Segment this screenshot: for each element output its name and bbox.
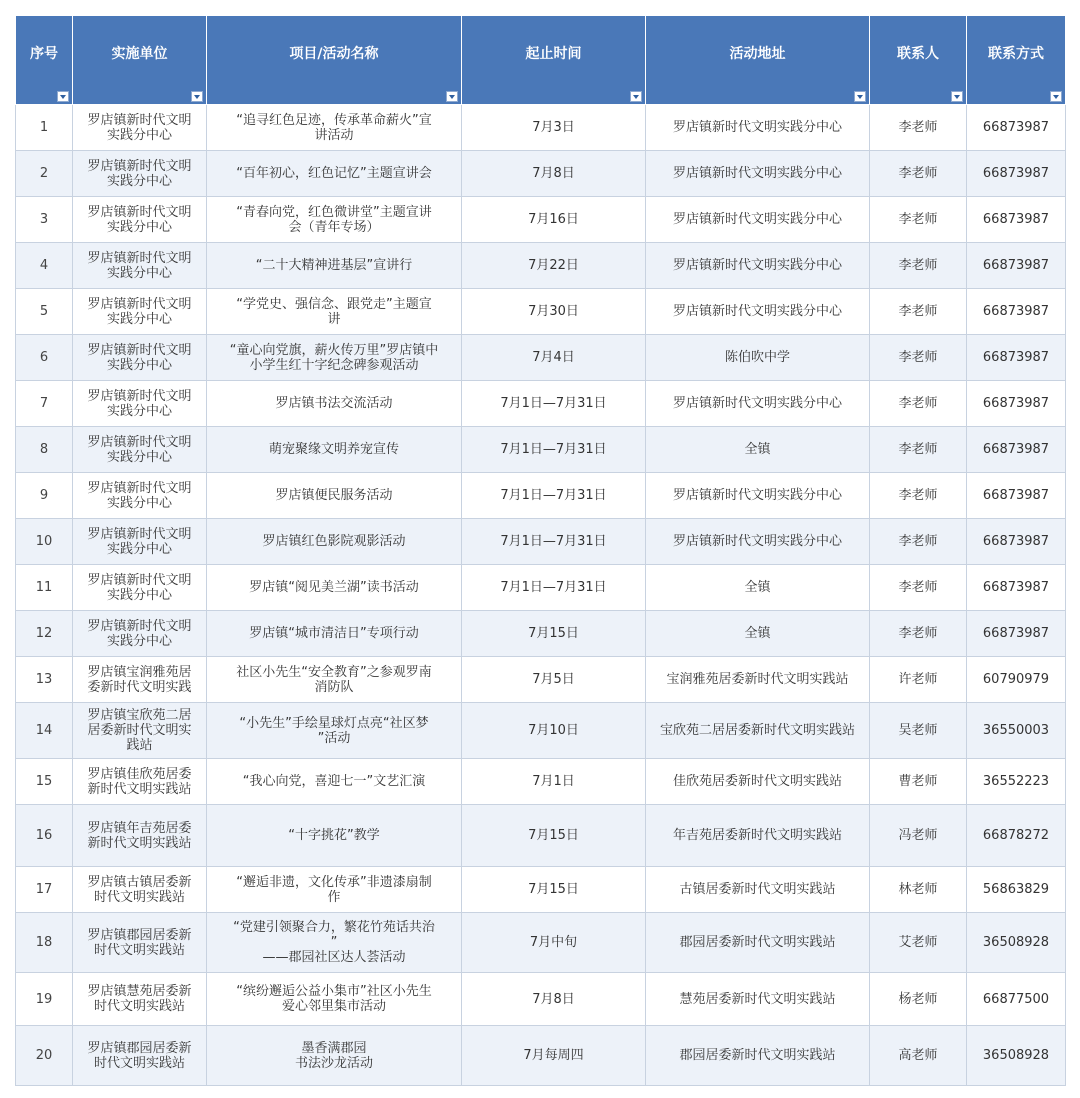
cell-phone[interactable]: 66873987 — [967, 473, 1066, 519]
cell-seq[interactable]: 18 — [16, 913, 73, 973]
cell-phone[interactable]: 36550003 — [967, 703, 1066, 759]
cell-activity-name[interactable]: “二十大精神进基层”宣讲行 — [207, 243, 462, 289]
cell-time[interactable]: 7月1日—7月31日 — [462, 381, 646, 427]
cell-time[interactable]: 7月5日 — [462, 657, 646, 703]
cell-address[interactable]: 罗店镇新时代文明实践分中心 — [646, 289, 870, 335]
cell-contact[interactable]: 李老师 — [870, 197, 967, 243]
cell-phone[interactable]: 66873987 — [967, 427, 1066, 473]
cell-time[interactable]: 7月8日 — [462, 151, 646, 197]
cell-address[interactable]: 古镇居委新时代文明实践站 — [646, 867, 870, 913]
filter-dropdown-icon[interactable] — [951, 91, 963, 102]
cell-activity-name[interactable]: 萌宠聚缘文明养宠宣传 — [207, 427, 462, 473]
cell-activity-name[interactable]: 罗店镇红色影院观影活动 — [207, 519, 462, 565]
cell-contact[interactable]: 李老师 — [870, 335, 967, 381]
cell-activity-name[interactable]: “青春向党，红色微讲堂”主题宣讲 会（青年专场） — [207, 197, 462, 243]
table-row — [16, 381, 1066, 427]
cell-phone[interactable]: 56863829 — [967, 867, 1066, 913]
cell-seq[interactable]: 15 — [16, 759, 73, 805]
cell-phone[interactable]: 66873987 — [967, 151, 1066, 197]
table-row — [16, 519, 1066, 565]
cell-contact[interactable]: 曹老师 — [870, 759, 967, 805]
activity-table — [15, 15, 1066, 1086]
cell-contact[interactable]: 李老师 — [870, 105, 967, 151]
column-header-unit: 实施单位 — [73, 16, 207, 105]
cell-seq[interactable]: 8 — [16, 427, 73, 473]
cell-time[interactable]: 7月1日—7月31日 — [462, 519, 646, 565]
cell-time[interactable]: 7月8日 — [462, 973, 646, 1026]
table-row — [16, 151, 1066, 197]
cell-unit[interactable]: 罗店镇新时代文明 实践分中心 — [73, 289, 207, 335]
cell-seq[interactable]: 1 — [16, 105, 73, 151]
cell-address[interactable]: 罗店镇新时代文明实践分中心 — [646, 151, 870, 197]
cell-address[interactable]: 罗店镇新时代文明实践分中心 — [646, 381, 870, 427]
cell-activity-name[interactable]: “学党史、强信念、跟党走”主题宣 讲 — [207, 289, 462, 335]
cell-contact[interactable]: 李老师 — [870, 519, 967, 565]
column-header-name: 项目/活动名称 — [207, 16, 462, 105]
cell-address[interactable]: 罗店镇新时代文明实践分中心 — [646, 105, 870, 151]
cell-seq[interactable]: 9 — [16, 473, 73, 519]
cell-time[interactable]: 7月每周四 — [462, 1026, 646, 1086]
table-row — [16, 657, 1066, 703]
cell-address[interactable]: 罗店镇新时代文明实践分中心 — [646, 473, 870, 519]
cell-seq[interactable]: 20 — [16, 1026, 73, 1086]
cell-address[interactable]: 陈伯吹中学 — [646, 335, 870, 381]
cell-unit[interactable]: 罗店镇慧苑居委新 时代文明实践站 — [73, 973, 207, 1026]
cell-seq[interactable]: 4 — [16, 243, 73, 289]
cell-activity-name[interactable]: “童心向党旗，薪火传万里”罗店镇中 小学生红十字纪念碑参观活动 — [207, 335, 462, 381]
table-row — [16, 105, 1066, 151]
cell-address[interactable]: 全镇 — [646, 427, 870, 473]
cell-address[interactable]: 郡园居委新时代文明实践站 — [646, 913, 870, 973]
cell-time[interactable]: 7月中旬 — [462, 913, 646, 973]
filter-dropdown-icon[interactable] — [1050, 91, 1062, 102]
table-row — [16, 973, 1066, 1026]
cell-seq[interactable]: 17 — [16, 867, 73, 913]
cell-activity-name[interactable]: 罗店镇书法交流活动 — [207, 381, 462, 427]
cell-phone[interactable]: 36552223 — [967, 759, 1066, 805]
cell-time[interactable]: 7月4日 — [462, 335, 646, 381]
cell-contact[interactable]: 吴老师 — [870, 703, 967, 759]
cell-activity-name[interactable]: “十字挑花”教学 — [207, 805, 462, 867]
table-row — [16, 805, 1066, 867]
cell-contact[interactable]: 林老师 — [870, 867, 967, 913]
cell-unit[interactable]: 罗店镇郡园居委新 时代文明实践站 — [73, 1026, 207, 1086]
cell-unit[interactable]: 罗店镇新时代文明 实践分中心 — [73, 565, 207, 611]
cell-seq[interactable]: 7 — [16, 381, 73, 427]
cell-phone[interactable]: 66878272 — [967, 805, 1066, 867]
cell-address[interactable]: 慧苑居委新时代文明实践站 — [646, 973, 870, 1026]
cell-address[interactable]: 年吉苑居委新时代文明实践站 — [646, 805, 870, 867]
cell-contact[interactable]: 高老师 — [870, 1026, 967, 1086]
cell-activity-name[interactable]: “邂逅非遗，文化传承”非遗漆扇制 作 — [207, 867, 462, 913]
cell-contact[interactable]: 李老师 — [870, 243, 967, 289]
table-row — [16, 611, 1066, 657]
cell-phone[interactable]: 66873987 — [967, 243, 1066, 289]
cell-phone[interactable]: 66877500 — [967, 973, 1066, 1026]
cell-address[interactable]: 宝欣苑二居居委新时代文明实践站 — [646, 703, 870, 759]
cell-time[interactable]: 7月10日 — [462, 703, 646, 759]
table-row — [16, 335, 1066, 381]
column-header-contact: 联系人 — [870, 16, 967, 105]
cell-address[interactable]: 全镇 — [646, 565, 870, 611]
cell-time[interactable]: 7月30日 — [462, 289, 646, 335]
cell-contact[interactable]: 李老师 — [870, 427, 967, 473]
cell-time[interactable]: 7月3日 — [462, 105, 646, 151]
cell-seq[interactable]: 13 — [16, 657, 73, 703]
cell-seq[interactable]: 10 — [16, 519, 73, 565]
cell-seq[interactable]: 2 — [16, 151, 73, 197]
cell-address[interactable]: 罗店镇新时代文明实践分中心 — [646, 519, 870, 565]
cell-activity-name[interactable]: “我心向党，喜迎七一”文艺汇演 — [207, 759, 462, 805]
cell-time[interactable]: 7月22日 — [462, 243, 646, 289]
table-row — [16, 243, 1066, 289]
filter-dropdown-icon[interactable] — [57, 91, 69, 102]
cell-unit[interactable]: 罗店镇新时代文明 实践分中心 — [73, 381, 207, 427]
cell-contact[interactable]: 许老师 — [870, 657, 967, 703]
cell-time[interactable]: 7月1日—7月31日 — [462, 473, 646, 519]
cell-seq[interactable]: 5 — [16, 289, 73, 335]
cell-activity-name[interactable]: “追寻红色足迹，传承革命薪火”宣 讲活动 — [207, 105, 462, 151]
cell-contact[interactable]: 李老师 — [870, 565, 967, 611]
cell-seq[interactable]: 16 — [16, 805, 73, 867]
cell-contact[interactable]: 李老师 — [870, 381, 967, 427]
cell-seq[interactable]: 6 — [16, 335, 73, 381]
filter-dropdown-icon[interactable] — [191, 91, 203, 102]
cell-activity-name[interactable]: 社区小先生“安全教育”之参观罗南 消防队 — [207, 657, 462, 703]
cell-unit[interactable]: 罗店镇宝欣苑二居 居委新时代文明实 践站 — [73, 703, 207, 759]
table-row — [16, 759, 1066, 805]
cell-activity-name[interactable]: 罗店镇“城市清洁日”专项行动 — [207, 611, 462, 657]
cell-contact[interactable]: 艾老师 — [870, 913, 967, 973]
filter-dropdown-icon[interactable] — [630, 91, 642, 102]
cell-phone[interactable]: 66873987 — [967, 565, 1066, 611]
cell-address[interactable]: 全镇 — [646, 611, 870, 657]
cell-time[interactable]: 7月1日—7月31日 — [462, 427, 646, 473]
cell-unit[interactable]: 罗店镇新时代文明 实践分中心 — [73, 105, 207, 151]
cell-time[interactable]: 7月15日 — [462, 805, 646, 867]
cell-unit[interactable]: 罗店镇郡园居委新 时代文明实践站 — [73, 913, 207, 973]
cell-unit[interactable]: 罗店镇新时代文明 实践分中心 — [73, 473, 207, 519]
table-row — [16, 565, 1066, 611]
cell-contact[interactable]: 李老师 — [870, 289, 967, 335]
cell-activity-name[interactable]: “百年初心，红色记忆”主题宣讲会 — [207, 151, 462, 197]
column-header-phone: 联系方式 — [967, 16, 1066, 105]
cell-unit[interactable]: 罗店镇新时代文明 实践分中心 — [73, 151, 207, 197]
cell-phone[interactable]: 66873987 — [967, 611, 1066, 657]
cell-phone[interactable]: 60790979 — [967, 657, 1066, 703]
cell-contact[interactable]: 李老师 — [870, 611, 967, 657]
cell-phone[interactable]: 66873987 — [967, 197, 1066, 243]
cell-time[interactable]: 7月16日 — [462, 197, 646, 243]
filter-dropdown-icon[interactable] — [446, 91, 458, 102]
cell-activity-name[interactable]: 罗店镇“阅见美兰湖”读书活动 — [207, 565, 462, 611]
cell-phone[interactable]: 36508928 — [967, 913, 1066, 973]
cell-activity-name[interactable]: “缤纷邂逅公益小集市”社区小先生 爱心邻里集市活动 — [207, 973, 462, 1026]
table-row — [16, 427, 1066, 473]
cell-unit[interactable]: 罗店镇新时代文明 实践分中心 — [73, 519, 207, 565]
cell-unit[interactable]: 罗店镇新时代文明 实践分中心 — [73, 335, 207, 381]
cell-activity-name[interactable]: 罗店镇便民服务活动 — [207, 473, 462, 519]
column-header-seq: 序号 — [16, 16, 73, 105]
cell-seq[interactable]: 12 — [16, 611, 73, 657]
cell-time[interactable]: 7月15日 — [462, 611, 646, 657]
cell-unit[interactable]: 罗店镇新时代文明 实践分中心 — [73, 197, 207, 243]
cell-phone[interactable]: 36508928 — [967, 1026, 1066, 1086]
table-row — [16, 197, 1066, 243]
cell-unit[interactable]: 罗店镇新时代文明 实践分中心 — [73, 427, 207, 473]
header-row — [16, 16, 1066, 105]
cell-seq[interactable]: 3 — [16, 197, 73, 243]
table-row — [16, 703, 1066, 759]
table-row — [16, 289, 1066, 335]
cell-unit[interactable]: 罗店镇年吉苑居委 新时代文明实践站 — [73, 805, 207, 867]
cell-time[interactable]: 7月1日—7月31日 — [462, 565, 646, 611]
cell-address[interactable]: 罗店镇新时代文明实践分中心 — [646, 243, 870, 289]
table-row — [16, 913, 1066, 973]
cell-activity-name[interactable]: “党建引领聚合力，繁花竹苑话共治 ” ——郡园社区达人荟活动 — [207, 913, 462, 973]
cell-activity-name[interactable]: 墨香满郡园 书法沙龙活动 — [207, 1026, 462, 1086]
cell-address[interactable]: 佳欣苑居委新时代文明实践站 — [646, 759, 870, 805]
cell-seq[interactable]: 11 — [16, 565, 73, 611]
cell-phone[interactable]: 66873987 — [967, 519, 1066, 565]
cell-unit[interactable]: 罗店镇佳欣苑居委 新时代文明实践站 — [73, 759, 207, 805]
cell-phone[interactable]: 66873987 — [967, 335, 1066, 381]
cell-phone[interactable]: 66873987 — [967, 381, 1066, 427]
cell-unit[interactable]: 罗店镇古镇居委新 时代文明实践站 — [73, 867, 207, 913]
cell-time[interactable]: 7月1日 — [462, 759, 646, 805]
cell-seq[interactable]: 14 — [16, 703, 73, 759]
cell-phone[interactable]: 66873987 — [967, 105, 1066, 151]
column-header-time: 起止时间 — [462, 16, 646, 105]
cell-contact[interactable]: 冯老师 — [870, 805, 967, 867]
table-row — [16, 1026, 1066, 1086]
table-row — [16, 473, 1066, 519]
cell-unit[interactable]: 罗店镇新时代文明 实践分中心 — [73, 243, 207, 289]
cell-activity-name[interactable]: “小先生”手绘星球灯点亮“社区梦 ”活动 — [207, 703, 462, 759]
filter-dropdown-icon[interactable] — [854, 91, 866, 102]
cell-address[interactable]: 罗店镇新时代文明实践分中心 — [646, 197, 870, 243]
table-row — [16, 867, 1066, 913]
cell-unit[interactable]: 罗店镇新时代文明 实践分中心 — [73, 611, 207, 657]
cell-address[interactable]: 宝润雅苑居委新时代文明实践站 — [646, 657, 870, 703]
activity-spreadsheet — [15, 15, 1065, 1086]
cell-contact[interactable]: 李老师 — [870, 151, 967, 197]
cell-seq[interactable]: 19 — [16, 973, 73, 1026]
cell-contact[interactable]: 杨老师 — [870, 973, 967, 1026]
column-header-address: 活动地址 — [646, 16, 870, 105]
cell-address[interactable]: 郡园居委新时代文明实践站 — [646, 1026, 870, 1086]
cell-time[interactable]: 7月15日 — [462, 867, 646, 913]
cell-phone[interactable]: 66873987 — [967, 289, 1066, 335]
cell-contact[interactable]: 李老师 — [870, 473, 967, 519]
cell-unit[interactable]: 罗店镇宝润雅苑居 委新时代文明实践 — [73, 657, 207, 703]
